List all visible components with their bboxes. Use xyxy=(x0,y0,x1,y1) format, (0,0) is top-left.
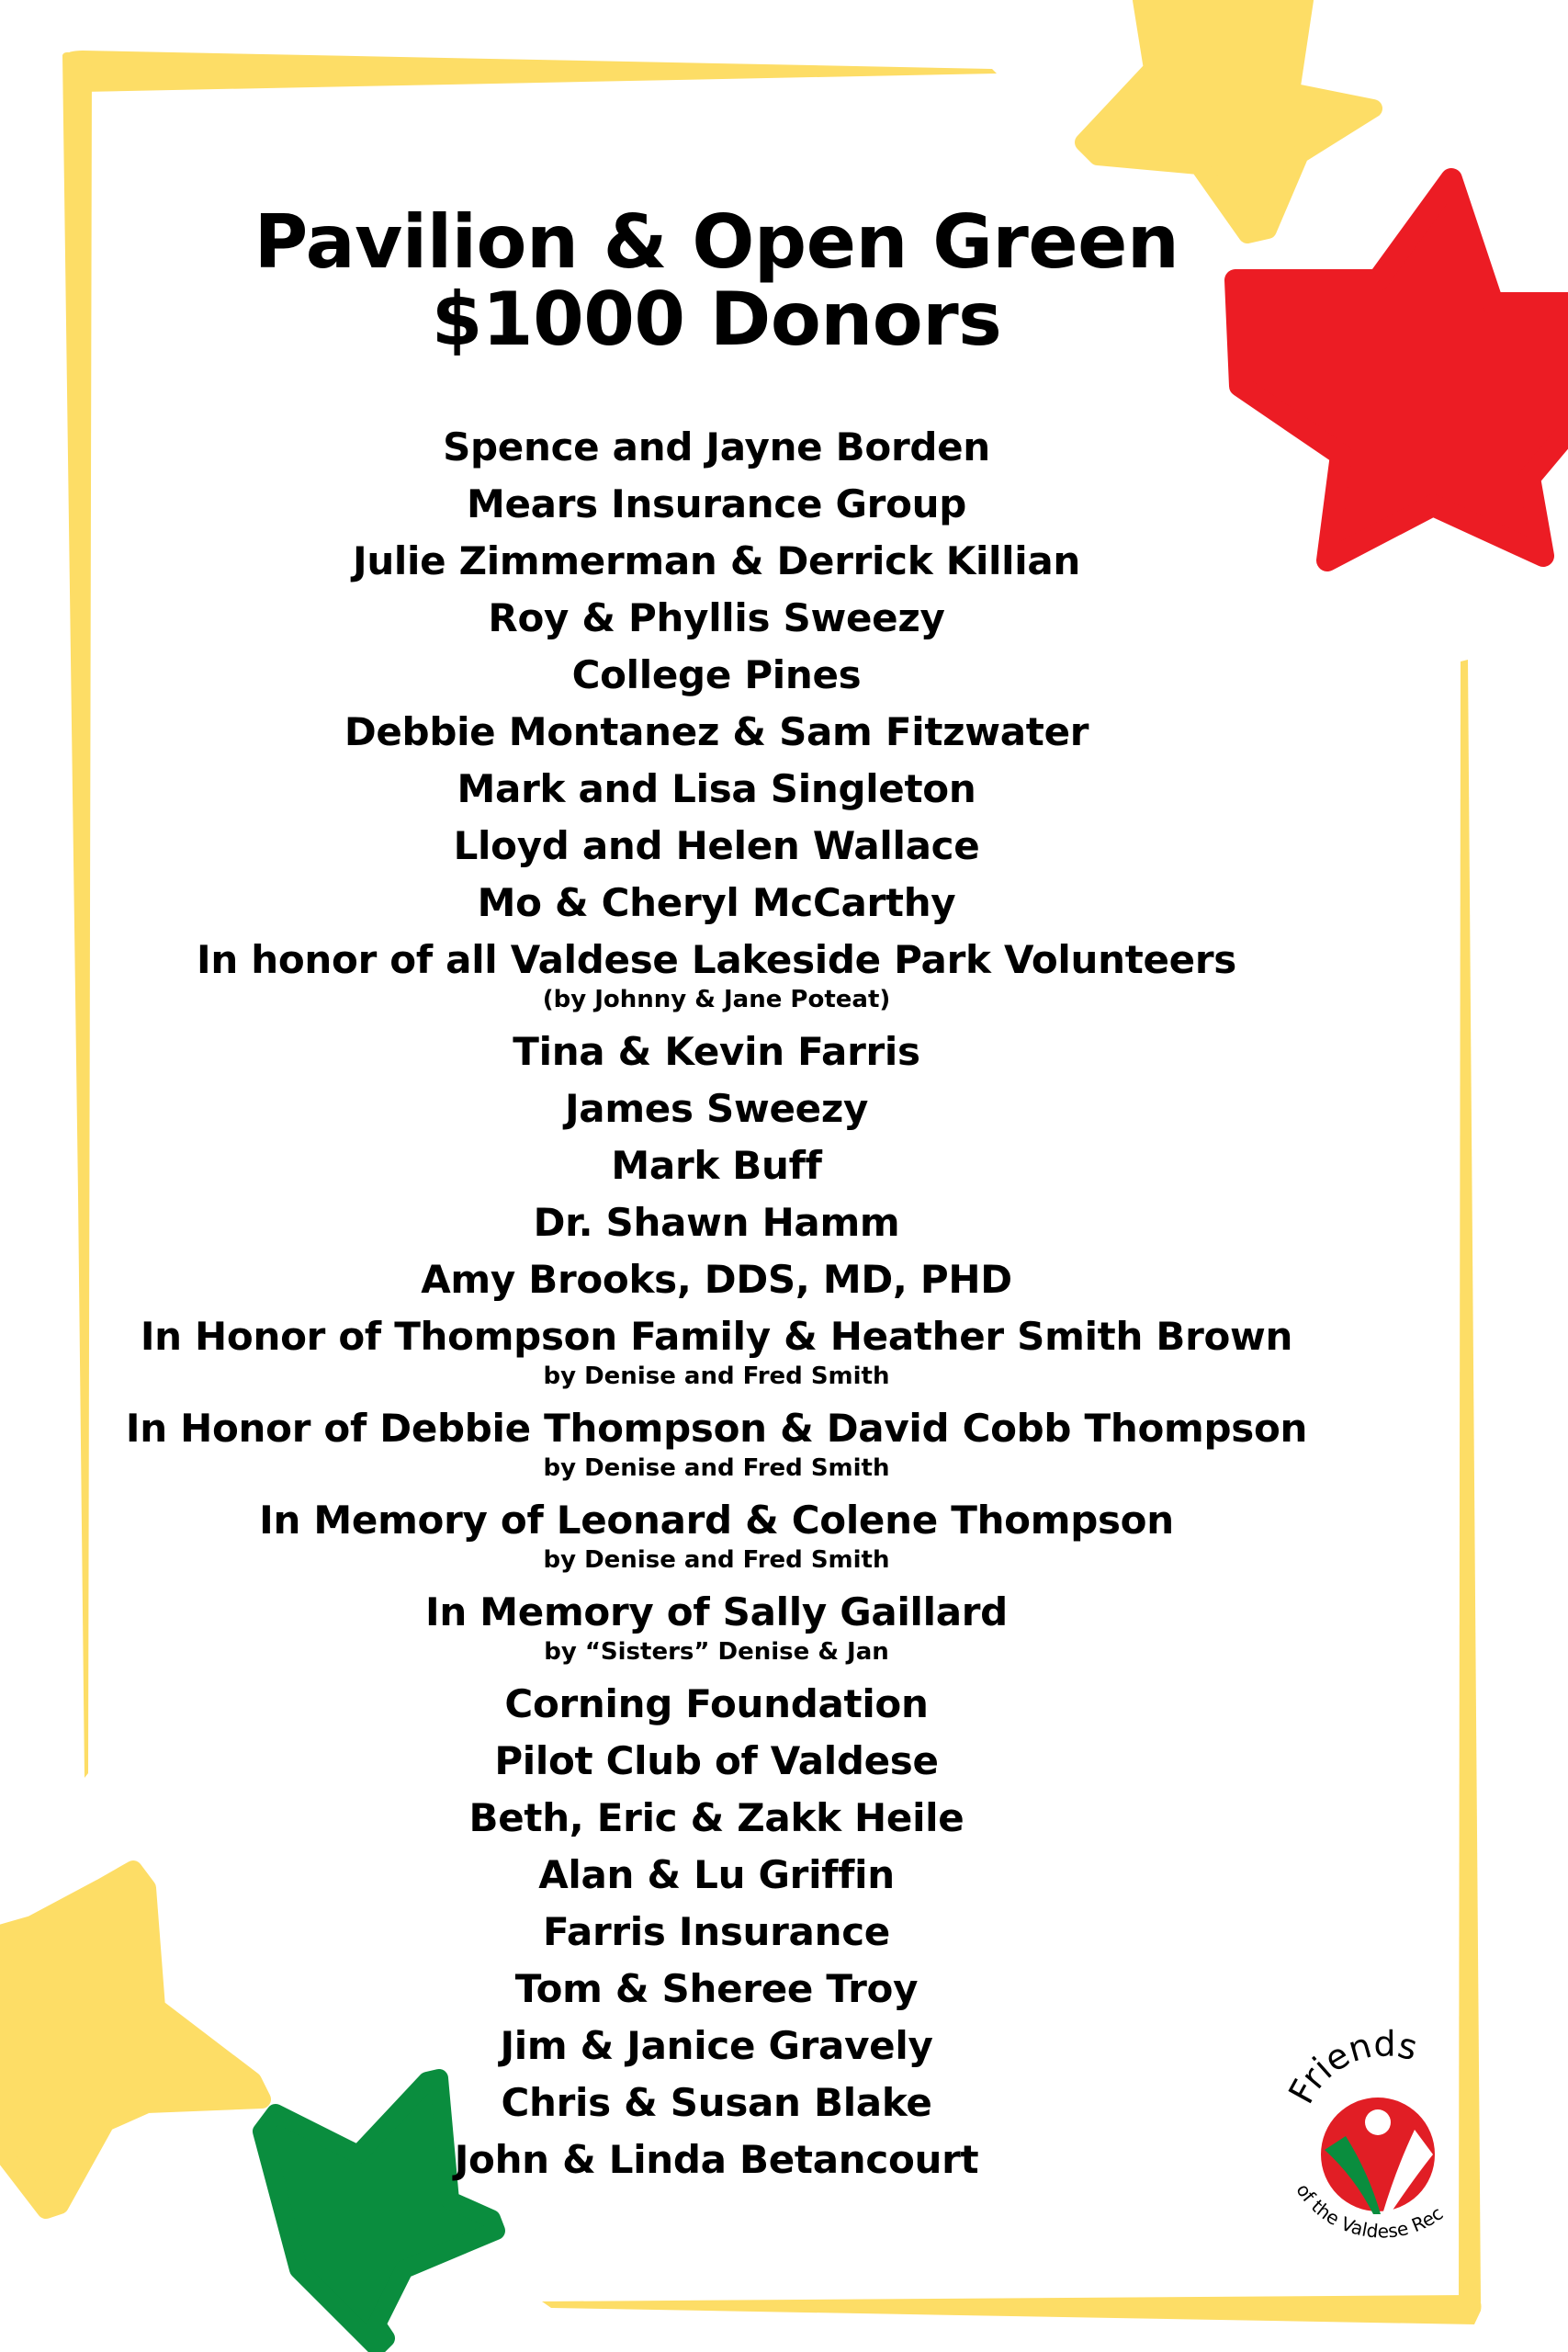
donor-item xyxy=(0,647,1433,704)
donor-note: (by Johnny & Jane Poteat) xyxy=(542,986,891,1013)
donor-item xyxy=(0,476,1433,533)
donor-note: by Denise and Fred Smith xyxy=(543,1363,890,1390)
donor-item xyxy=(0,1961,1433,2018)
donor-item xyxy=(0,1308,1433,1395)
donor-name: Mo & Cheryl McCarthy xyxy=(477,880,956,925)
donor-name: Julie Zimmerman & Derrick Killian xyxy=(353,538,1080,583)
frame-top-stroke xyxy=(64,51,997,92)
donor-item xyxy=(0,1733,1433,1790)
donor-item xyxy=(0,875,1433,932)
logo-bottom-text-path: of the Valdese Rec xyxy=(1292,2179,1448,2243)
donor-item xyxy=(0,1023,1433,1080)
donor-name: Pilot Club of Valdese xyxy=(494,1738,939,1783)
donor-name: Mark and Lisa Singleton xyxy=(457,766,976,811)
donor-name: Mears Insurance Group xyxy=(466,481,967,526)
donor-note: by Denise and Fred Smith xyxy=(543,1454,890,1482)
title-line-2: $1000 Donors xyxy=(431,277,1002,362)
donor-name: In Memory of Sally Gaillard xyxy=(425,1589,1008,1634)
frame-bottom-stroke xyxy=(542,2295,1482,2324)
page-title xyxy=(138,199,1295,362)
logo-head xyxy=(1365,2109,1391,2135)
donor-item xyxy=(0,1904,1433,1961)
donor-item xyxy=(0,1847,1433,1904)
donor-name: In Honor of Thompson Family & Heather Smith Brown xyxy=(140,1314,1293,1359)
donor-item xyxy=(0,590,1433,647)
donor-name: Amy Brooks, DDS, MD, PHD xyxy=(421,1257,1012,1302)
donor-name: Tom & Sheree Troy xyxy=(514,1966,919,2011)
donor-name: John & Linda Betancourt xyxy=(454,2137,979,2182)
donor-item xyxy=(0,533,1433,590)
donor-item xyxy=(0,2132,1433,2188)
donor-name: Roy & Phyllis Sweezy xyxy=(488,595,945,640)
logo-top-text-path: Friends xyxy=(1280,2023,1422,2110)
donor-item xyxy=(0,2075,1433,2132)
donor-name: Tina & Kevin Farris xyxy=(513,1029,920,1074)
donor-name: Alan & Lu Griffin xyxy=(538,1852,895,1897)
donor-item xyxy=(0,932,1433,1018)
logo-top-text xyxy=(1280,2024,1421,2110)
donor-item xyxy=(0,818,1433,875)
donor-name: In Memory of Leonard & Colene Thompson xyxy=(259,1498,1174,1543)
title-line-1: Pavilion & Open Green xyxy=(254,199,1179,285)
donor-name: Jim & Janice Gravely xyxy=(500,2023,933,2068)
donor-item xyxy=(0,761,1433,818)
donor-list xyxy=(0,419,1433,2188)
donor-name: Chris & Susan Blake xyxy=(501,2080,932,2125)
donor-name: Corning Foundation xyxy=(504,1681,929,1726)
donor-item xyxy=(0,2018,1433,2075)
friends-of-valdese-rec-logo xyxy=(1268,2021,1488,2260)
donor-name: Dr. Shawn Hamm xyxy=(533,1200,900,1245)
donor-item xyxy=(0,1584,1433,1670)
donor-note: by “Sisters” Denise & Jan xyxy=(544,1638,889,1666)
donor-name: James Sweezy xyxy=(564,1086,869,1131)
donor-name: Spence and Jayne Borden xyxy=(443,424,990,469)
donor-name: In Honor of Debbie Thompson & David Cobb Thompson xyxy=(125,1406,1308,1451)
donor-name: Debbie Montanez & Sam Fitzwater xyxy=(344,709,1089,754)
donor-item xyxy=(0,704,1433,761)
donor-name: Lloyd and Helen Wallace xyxy=(453,823,980,868)
donor-name: In honor of all Valdese Lakeside Park Volunteers xyxy=(197,937,1236,982)
donor-item xyxy=(0,1137,1433,1194)
donor-item xyxy=(0,1492,1433,1578)
donor-name: Mark Buff xyxy=(611,1143,822,1188)
donor-item xyxy=(0,1676,1433,1733)
donor-item xyxy=(0,1790,1433,1847)
donor-item xyxy=(0,1400,1433,1487)
donor-item xyxy=(0,1251,1433,1308)
donor-name: College Pines xyxy=(571,652,862,697)
donor-name: Beth, Eric & Zakk Heile xyxy=(468,1795,964,1840)
donor-item xyxy=(0,1194,1433,1251)
donor-item xyxy=(0,419,1433,476)
donor-note: by Denise and Fred Smith xyxy=(543,1546,890,1574)
donor-name: Farris Insurance xyxy=(543,1909,890,1954)
donor-item xyxy=(0,1080,1433,1137)
